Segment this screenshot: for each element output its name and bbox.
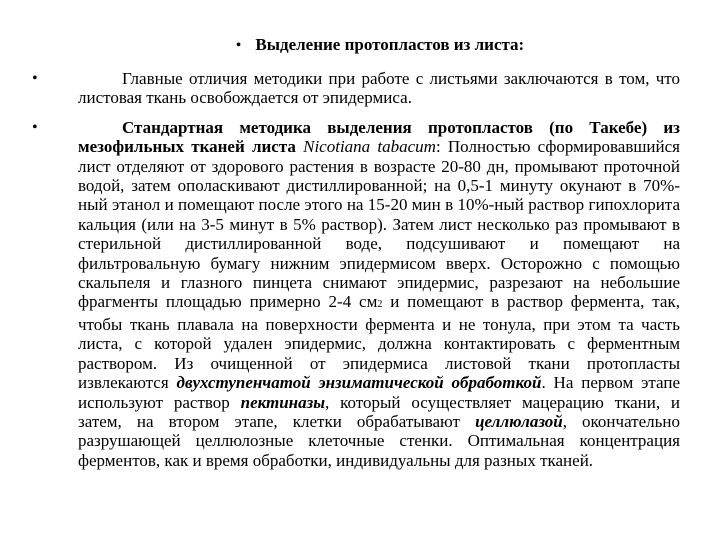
paragraph-1-text: Главные отличия методики при работе с листьями заключаются в том, что листовая ткань освобождается от эпидермиса. xyxy=(78,69,680,108)
paragraph-2-text-e: , окончательно разрушающей целлюлозные клеточные стенки. Оптимальная концентрация ферментов, как и время обработки, индивидуальны для разных тканей. xyxy=(78,411,680,470)
method-heading: Стандартная методика выделения протопластов (по Такебе) из мезофильных тканей листа xyxy=(78,117,680,157)
paragraph-2-text-a: Полностью сформировавшийся лист отделяют от здорового растения в возрасте 20-80 дн, промывают проточной водой, затем ополаскивают дистиллированной; на 0,5-1 минуту окунают в 70%-ный этанол и помещают после этого на 15-20 мин в 10%-ный раствор гипохлорита кальция (или на 3-5 минут в 5% раствор). Затем лист несколько раз промывают в стерильной дистиллированной воде, подсушивают и помещают на фильтровальную бумагу нижним эпидермисом вверх. Осторожно с помощью скальпеля и глазного пинцета снимают эпидермис, разрезают на небольшие фрагменты площадью примерно 2-4 см xyxy=(78,137,680,312)
paragraph-2-text-c: . На первом этапе используют раствор xyxy=(78,373,681,412)
paragraph-1-bullet: • xyxy=(32,70,38,87)
title-bullet: • xyxy=(235,37,242,54)
emphasis-cellulase: целлюлазой xyxy=(475,411,563,431)
area-unit-exponent: 2 xyxy=(377,299,383,311)
slide-title: Выделение протопластов из листа: xyxy=(255,35,525,54)
paragraph-1 xyxy=(20,69,680,108)
paragraph-2-text-d: , который осуществляет мацерацию ткани, и затем, на втором этапе, клетки обрабатывают xyxy=(78,392,680,431)
emphasis-pectinase: пектиназы xyxy=(240,392,326,412)
paragraph-2 xyxy=(20,118,680,470)
species-name: Nicotiana tabacum xyxy=(303,137,436,157)
emphasis-two-step-treatment: двухступенчатой энзиматической обработкой xyxy=(176,373,542,393)
paragraph-2-text-b: и помещают в раствор фермента, так, чтобы ткань плавала на поверхности фермента и не тонула, при этом та часть листа, с которой удален эпидермис, должна контактировать с ферментным раствором. Из очищенной от эпидермиса листовой ткани протопласты извлекаются xyxy=(78,292,680,393)
title-row xyxy=(20,34,680,57)
paragraph-2-bullet: • xyxy=(32,118,38,136)
heading-colon: : xyxy=(435,137,441,157)
